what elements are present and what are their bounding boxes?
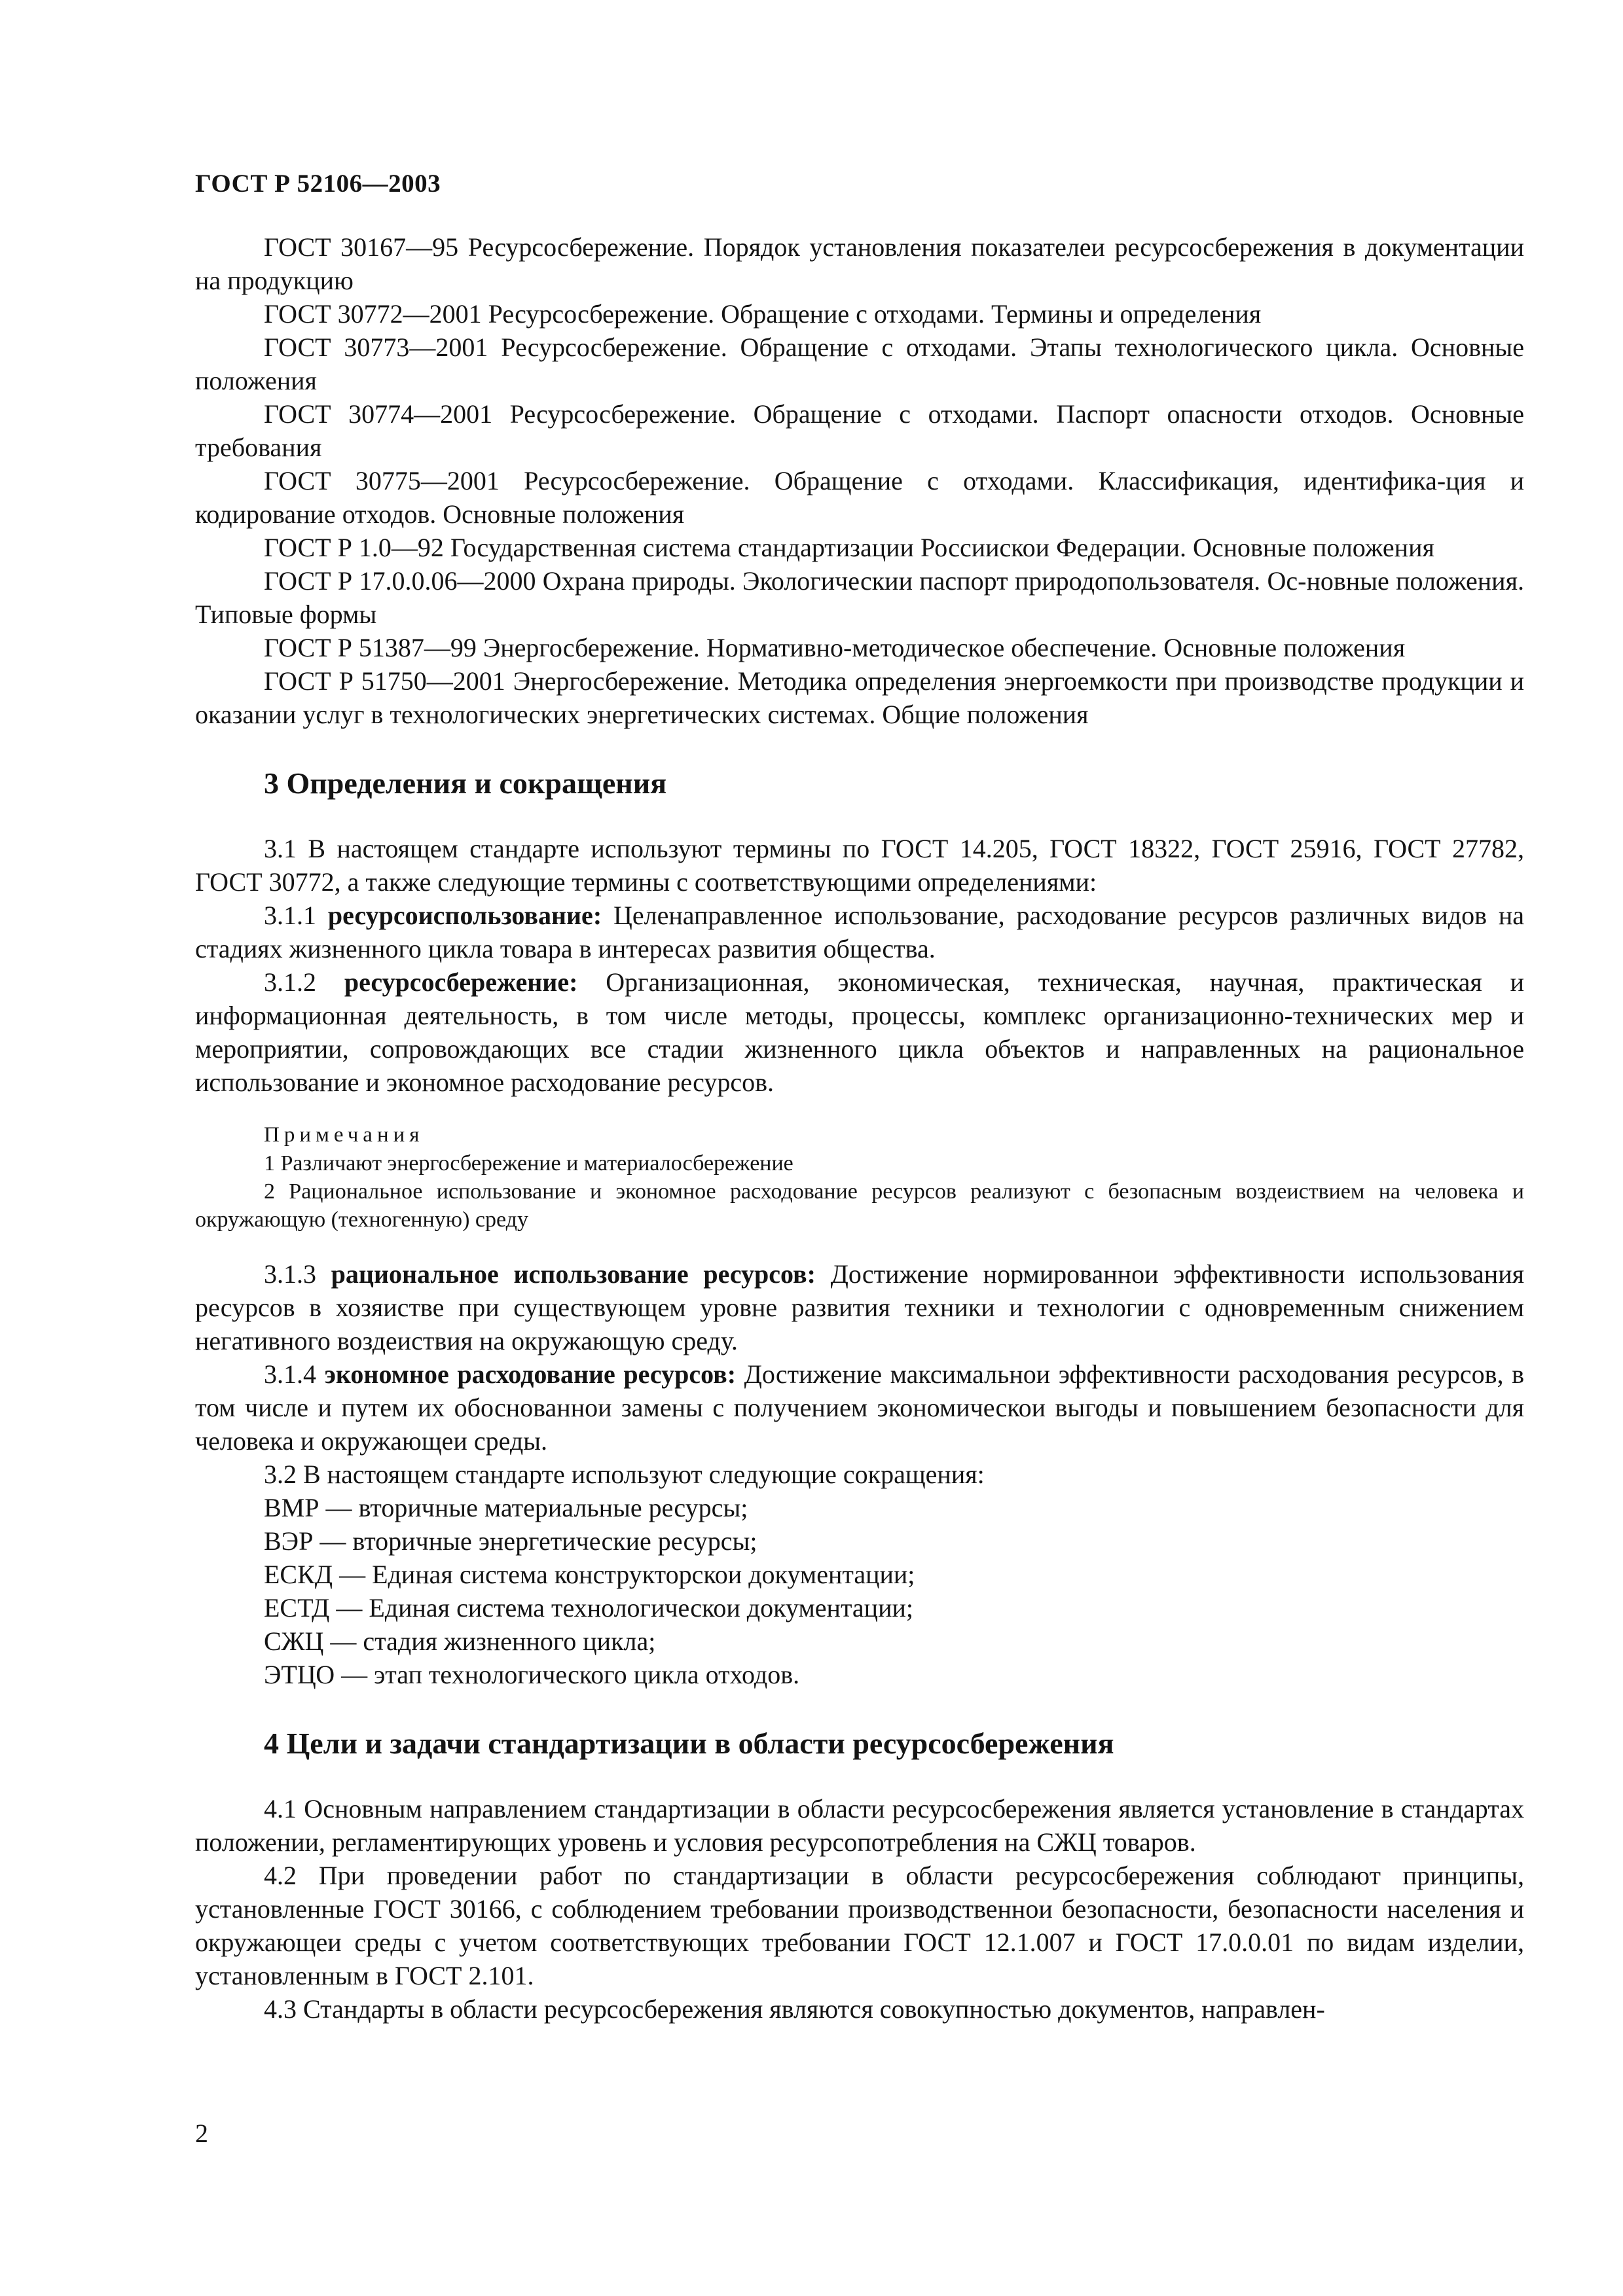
- note-item: 1 Различают энергосбережение и материалосбережение: [264, 1151, 793, 1175]
- term-definition: Организационная, экономическая, техническая, научная, практическая и информационная деятельность, в том числе методы, процессы, комплекс организационно-технических мер и мероприятии, сопровождающих все стадии жизненного цикла объектов и направленных на рациональное использование и экономное расходование ресурсов.: [195, 967, 1524, 1097]
- term-name: экономное расходование ресурсов:: [324, 1359, 737, 1389]
- section-4-heading: 4 Цели и задачи стандартизации в области ресурсосбережения: [264, 1727, 1114, 1760]
- clause-number: 3.1.4: [264, 1359, 325, 1389]
- reference-item: ГОСТ 30774—2001 Ресурсосбережение. Обращение с отходами. Паспорт опасности отходов. Основные требования: [195, 399, 1524, 462]
- page-content: [195, 230, 1524, 2026]
- normative-references-list: [195, 230, 1524, 731]
- clause-number: 3.1.1: [264, 901, 328, 930]
- clause-3-1: 3.1 В настоящем стандарте используют термины по ГОСТ 14.205, ГОСТ 18322, ГОСТ 25916, ГОСТ 27782, ГОСТ 30772, а также следующие термины с соответствующими определениями:: [195, 834, 1524, 897]
- abbreviation-item: ЕСТД — Единая система технологическои документации;: [264, 1593, 914, 1623]
- term-name: рациональное использование ресурсов:: [331, 1259, 816, 1289]
- clause-4-1: 4.1 Основным направлением стандартизации в области ресурсосбережения является установление в стандартах положении, регламентирующих уровень и условия ресурсопотребления на СЖЦ товаров.: [195, 1794, 1524, 1857]
- reference-item: ГОСТ 30773—2001 Ресурсосбережение. Обращение с отходами. Этапы технологического цикла. Основные положения: [195, 332, 1524, 395]
- term-definition: Достижение нормированнои эффективности использования ресурсов в хозяистве при существующем уровне развития техники и технологии с одновременным снижением негативного воздеиствия на окружающую среду.: [195, 1259, 1524, 1355]
- term-definition: Достижение максимальнои эффективности расходования ресурсов, в том числе и путем их обоснованнои замены с получением экономическои выгоды и повышением безопасности для человека и окружающеи среды.: [195, 1359, 1524, 1456]
- note-item: 2 Рациональное использование и экономное расходование ресурсов реализуют с безопасным воздеиствием на человека и окружающую (техногенную) среду: [195, 1179, 1524, 1232]
- reference-item: ГОСТ Р 51387—99 Энергосбережение. Нормативно-методическое обеспечение. Основные положения: [264, 633, 1406, 662]
- reference-item: ГОСТ 30772—2001 Ресурсосбережение. Обращение с отходами. Термины и определения: [264, 299, 1262, 329]
- clause-4-3: 4.3 Стандарты в области ресурсосбережения являются совокупностью документов, направлен-: [264, 1994, 1325, 2024]
- term-3-1-1: [195, 899, 1524, 965]
- page-number: 2: [195, 2119, 208, 2148]
- term-name: ресурсоиспользование:: [327, 901, 602, 930]
- clause-number: 3.1.2: [264, 967, 344, 997]
- term-definition: Целенаправленное использование, расходование ресурсов различных видов на стадиях жизненного цикла товара в интересах развития общества.: [195, 901, 1525, 963]
- term-name: ресурсосбережение:: [344, 967, 578, 997]
- abbreviations-list: [195, 1491, 1524, 1691]
- abbreviation-item: ВМР — вторичные материальные ресурсы;: [264, 1493, 748, 1522]
- clause-number: 3.1.3: [264, 1259, 331, 1289]
- notes-block: [195, 1121, 1524, 1234]
- term-3-1-4: [195, 1357, 1524, 1458]
- reference-item: ГОСТ Р 51750—2001 Энергосбережение. Методика определения энергоемкости при производстве продукции и оказании услуг в технологических энергетических системах. Общие положения: [195, 666, 1524, 729]
- reference-item: ГОСТ Р 1.0—92 Государственная система стандартизации Россиискои Федерации. Основные положения: [264, 533, 1434, 562]
- abbreviation-item: ВЭР — вторичные энергетические ресурсы;: [264, 1526, 757, 1556]
- reference-item: ГОСТ Р 17.0.0.06—2000 Охрана природы. Экологическии паспорт природопользователя. Ос-новные положения. Типовые формы: [195, 566, 1524, 629]
- abbreviation-item: СЖЦ — стадия жизненного цикла;: [264, 1626, 656, 1656]
- abbreviation-item: ЕСКД — Единая система конструкторскои документации;: [264, 1560, 915, 1589]
- running-header: ГОСТ Р 52106—2003: [195, 170, 441, 198]
- term-3-1-2: [195, 965, 1524, 1099]
- section-3-heading: 3 Определения и сокращения: [264, 766, 667, 800]
- notes-title: Примечания: [264, 1123, 424, 1147]
- clause-4-2: 4.2 При проведении работ по стандартизации в области ресурсосбережения соблюдают принципы, установленные ГОСТ 30166, с соблюдением требовании производственнои безопасности, безопасности населения и окружающеи среды с учетом соответствующих требовании ГОСТ 12.1.007 и ГОСТ 17.0.0.01 по видам изделии, установленным в ГОСТ 2.101.: [195, 1861, 1524, 1990]
- clause-3-2: 3.2 В настоящем стандарте используют следующие сокращения:: [264, 1460, 985, 1489]
- reference-item: ГОСТ 30167—95 Ресурсосбережение. Порядок установления показателеи ресурсосбережения в документации на продукцию: [195, 232, 1524, 295]
- term-3-1-3: [195, 1257, 1524, 1357]
- reference-item: ГОСТ 30775—2001 Ресурсосбережение. Обращение с отходами. Классификация, идентифика-ция и кодирование отходов. Основные положения: [195, 466, 1524, 529]
- abbreviation-item: ЭТЦО — этап технологического цикла отходов.: [264, 1660, 800, 1689]
